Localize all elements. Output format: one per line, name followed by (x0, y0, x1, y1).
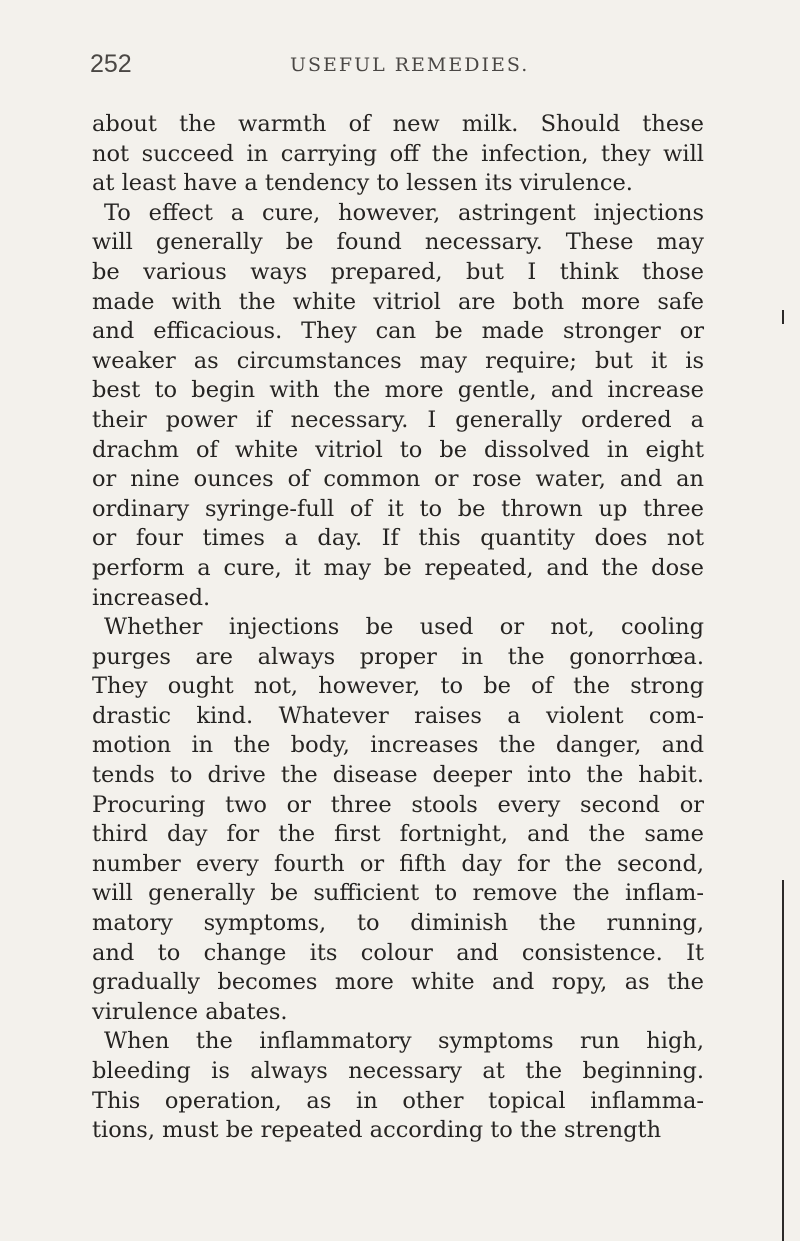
text-line: motion in the body, increases the danger, and (92, 732, 704, 759)
page-number: 252 (90, 50, 132, 78)
text-line: When the inflammatory symptoms run high, (104, 1028, 704, 1055)
page-header (90, 50, 710, 90)
text-line: at least have a tendency to lessen its virulence. (92, 170, 633, 197)
text-line: be various ways prepared, but I think those (92, 258, 704, 285)
text-line: bleeding is always necessary at the beginning. (92, 1058, 704, 1084)
text-line: To effect a cure, however, astringent injections (104, 199, 704, 226)
text-line: ordinary syringe-full of it to be thrown up three (92, 495, 704, 522)
text-line: and efficacious. They can be made stronger or (92, 318, 704, 345)
text-line: matory symptoms, to diminish the running, (92, 910, 704, 937)
text-line: made with the white vitriol are both more safe (92, 288, 704, 315)
text-line: not succeed in carrying off the infection, they will (92, 140, 704, 167)
text-line: drachm of white vitriol to be dissolved in eight (92, 436, 704, 463)
text-line: will generally be found necessary. These may (92, 229, 704, 256)
text-line: or nine ounces of common or rose water, and an (92, 466, 704, 493)
text-line: number every fourth or fifth day for the second, (92, 850, 704, 877)
text-line: about the warmth of new milk. Should these (92, 111, 704, 137)
text-line: purges are always proper in the gonorrhœa. (92, 643, 704, 670)
text-line: weaker as circumstances may require; but it is (92, 347, 704, 374)
text-line: third day for the first fortnight, and the same (92, 821, 704, 848)
text-line: their power if necessary. I generally ordered a (92, 406, 704, 433)
page-edge-mark (782, 310, 784, 324)
text-line: Procuring two or three stools every second or (92, 791, 704, 818)
text-line: and to change its colour and consistence. It (92, 939, 704, 966)
text-line: tends to drive the disease deeper into the habit. (92, 762, 704, 789)
text-line: drastic kind. Whatever raises a violent com- (92, 702, 704, 729)
text-line: or four times a day. If this quantity does not (92, 525, 704, 552)
page-edge-mark (782, 880, 784, 1241)
text-line: gradually becomes more white and ropy, as the (92, 969, 704, 996)
text-line: tions, must be repeated according to the strength (92, 1117, 662, 1144)
text-line: increased. (92, 584, 211, 611)
running-head: USEFUL REMEDIES. (290, 54, 530, 76)
text-line: perform a cure, it may be repeated, and the dose (92, 554, 704, 581)
body-text (92, 110, 704, 1146)
text-line: will generally be sufficient to remove the inflam- (92, 880, 704, 907)
text-line: Whether injections be used or not, cooling (104, 614, 704, 641)
text-line: This operation, as in other topical inflamma- (92, 1087, 704, 1114)
text-line: virulence abates. (92, 998, 288, 1025)
text-line: They ought not, however, to be of the strong (92, 673, 704, 700)
text-line: best to begin with the more gentle, and increase (92, 377, 704, 404)
